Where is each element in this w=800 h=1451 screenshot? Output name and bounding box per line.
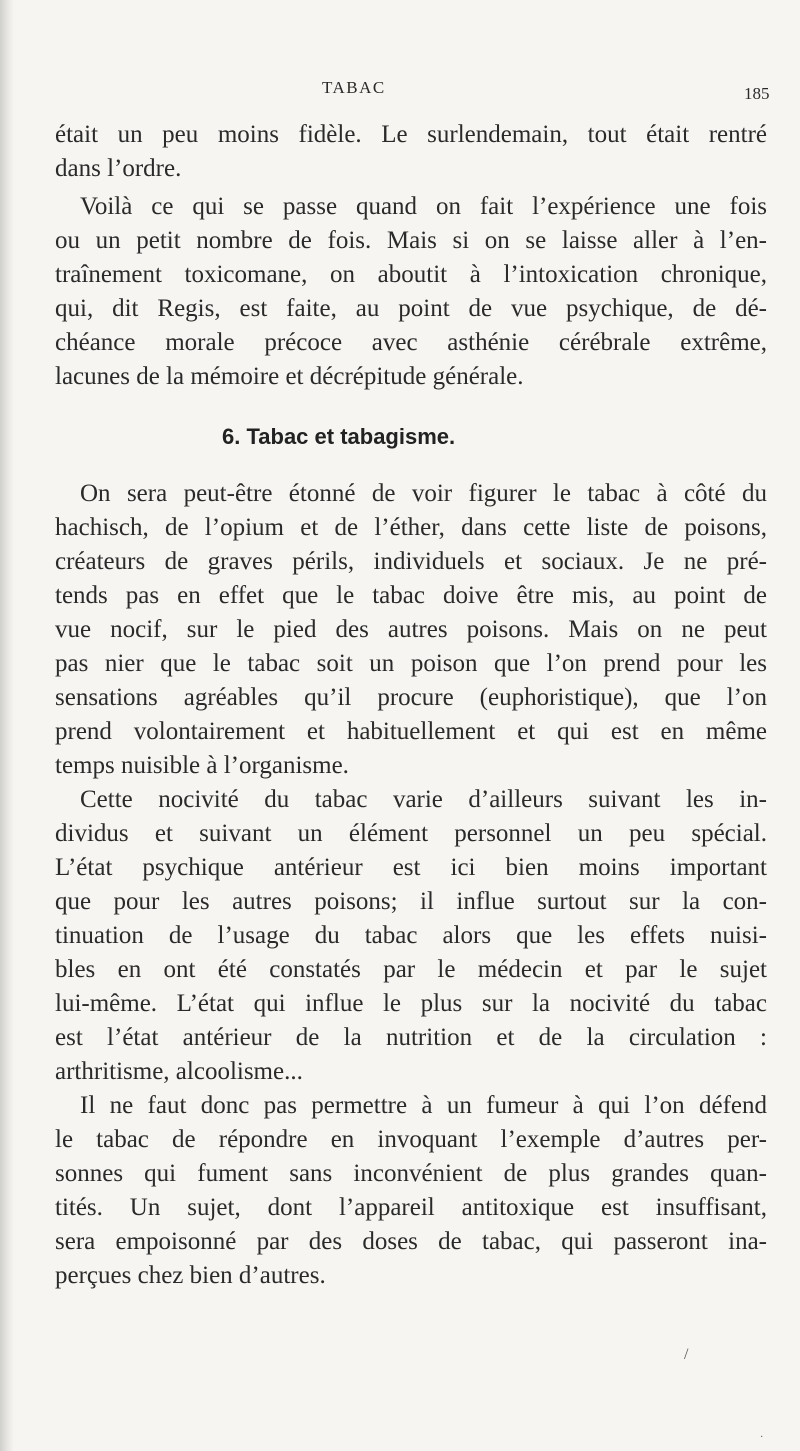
page-number: 185 [744, 84, 770, 103]
text-line: le tabac de répondre en invoquant l’exemple d’autres per- [55, 1126, 767, 1153]
text-line: ou un petit nombre de fois. Mais si on se laisse aller à l’en- [55, 227, 767, 254]
text-line: bles en ont été constatés par le médecin et par le sujet [55, 956, 767, 983]
text-line: vue nocif, sur le pied des autres poisons. Mais on ne peut [55, 616, 767, 643]
text-line: créateurs de graves périls, individuels et sociaux. Je ne pré- [55, 548, 767, 575]
section-heading: 6. Tabac et tabagisme. [222, 424, 456, 449]
text-line: chéance morale précoce avec asthénie cérébrale extrême, [55, 329, 767, 356]
text-line: pas nier que le tabac soit un poison que l’on prend pour les [55, 650, 767, 677]
stray-mark: · [760, 1432, 764, 1443]
text-line: est l’état antérieur de la nutrition et de la circulation : [55, 1024, 767, 1051]
text-line: dividus et suivant un élément personnel un peu spécial. [55, 820, 767, 847]
text-line: sensations agréables qu’il procure (euphoristique), que l’on [55, 684, 767, 711]
text-line: lui-même. L’état qui influe le plus sur la nocivité du tabac [55, 990, 767, 1017]
text-line: Il ne faut donc pas permettre à un fumeur à qui l’on défend [80, 1092, 767, 1119]
text-line: était un peu moins fidèle. Le surlendemain, tout était rentré [55, 121, 767, 148]
text-line: tinuation de l’usage du tabac alors que les effets nuisi- [55, 922, 767, 949]
text-line: Cette nocivité du tabac varie d’ailleurs suivant les in- [80, 786, 767, 813]
text-line: tends pas en effet que le tabac doive être mis, au point de [55, 582, 767, 609]
text-line: sonnes qui fument sans inconvénient de plus grandes quan- [55, 1160, 767, 1187]
text-line: qui, dit Regis, est faite, au point de vue psychique, de dé- [55, 295, 767, 322]
stray-mark: / [684, 1346, 689, 1363]
text-line: tités. Un sujet, dont l’appareil antitoxique est insuffisant, [55, 1194, 767, 1221]
text-line: arthritisme, alcoolisme... [55, 1058, 303, 1085]
text-line: lacunes de la mémoire et décrépitude générale. [55, 363, 524, 390]
text-line: sera empoisonné par des doses de tabac, qui passeront ina- [55, 1228, 767, 1255]
text-line: L’état psychique antérieur est ici bien moins important [55, 854, 767, 881]
running-title: TABAC [322, 78, 386, 97]
text-line: hachisch, de l’opium et de l’éther, dans cette liste de poisons, [55, 514, 767, 541]
text-line: On sera peut-être étonné de voir figurer le tabac à côté du [80, 480, 767, 507]
text-line: traînement toxicomane, on aboutit à l’intoxication chronique, [55, 261, 767, 288]
text-line: dans l’ordre. [55, 155, 182, 182]
page-edge-shadow [0, 0, 14, 1451]
page-header [0, 78, 800, 108]
text-line: temps nuisible à l’organisme. [55, 752, 349, 779]
text-line: que pour les autres poisons; il influe surtout sur la con- [55, 888, 767, 915]
text-line: prend volontairement et habituellement et qui est en même [55, 718, 767, 745]
text-line: Voilà ce qui se passe quand on fait l’expérience une fois [80, 193, 767, 220]
text-line: perçues chez bien d’autres. [55, 1262, 326, 1289]
